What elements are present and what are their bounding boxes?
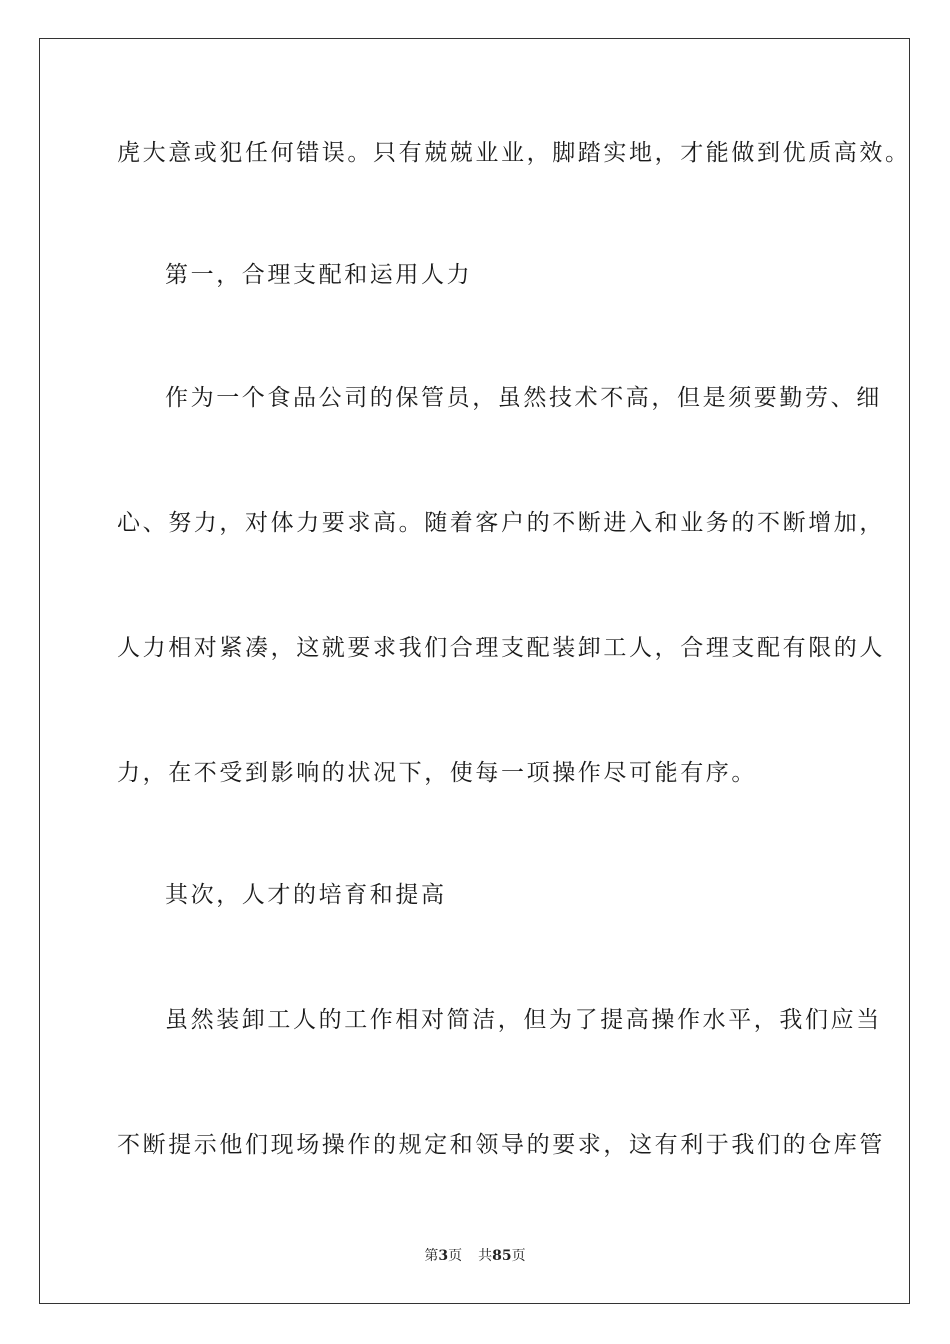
page-suffix: 页 xyxy=(448,1248,463,1264)
body-text-line: 心、努力，对体力要求高。随着客户的不断进入和业务的不断增加， xyxy=(117,510,885,536)
page-footer xyxy=(0,1246,950,1266)
page-number: 3 xyxy=(438,1248,449,1264)
page-border xyxy=(39,38,910,1304)
body-text-line: 不断提示他们现场操作的规定和领导的要求，这有利于我们的仓库管 xyxy=(117,1132,885,1158)
body-text-line: 虽然装卸工人的工作相对简洁，但为了提高操作水平，我们应当 xyxy=(165,1007,882,1033)
total-pages: 85 xyxy=(492,1248,512,1264)
section-heading: 第一，合理支配和运用人力 xyxy=(165,262,473,288)
section-heading: 其次，人才的培育和提高 xyxy=(165,882,447,908)
total-suffix: 页 xyxy=(511,1248,526,1264)
body-text-line: 力，在不受到影响的状况下，使每一项操作尽可能有序。 xyxy=(117,760,757,786)
body-text-line: 人力相对紧凑，这就要求我们合理支配装卸工人，合理支配有限的人 xyxy=(117,635,885,661)
total-prefix: 共 xyxy=(478,1248,493,1264)
body-text-line: 虎大意或犯任何错误。只有兢兢业业，脚踏实地，才能做到优质高效。 xyxy=(117,140,911,166)
page-prefix: 第 xyxy=(424,1248,439,1264)
body-text-line: 作为一个食品公司的保管员，虽然技术不高，但是须要勤劳、细 xyxy=(165,385,882,411)
